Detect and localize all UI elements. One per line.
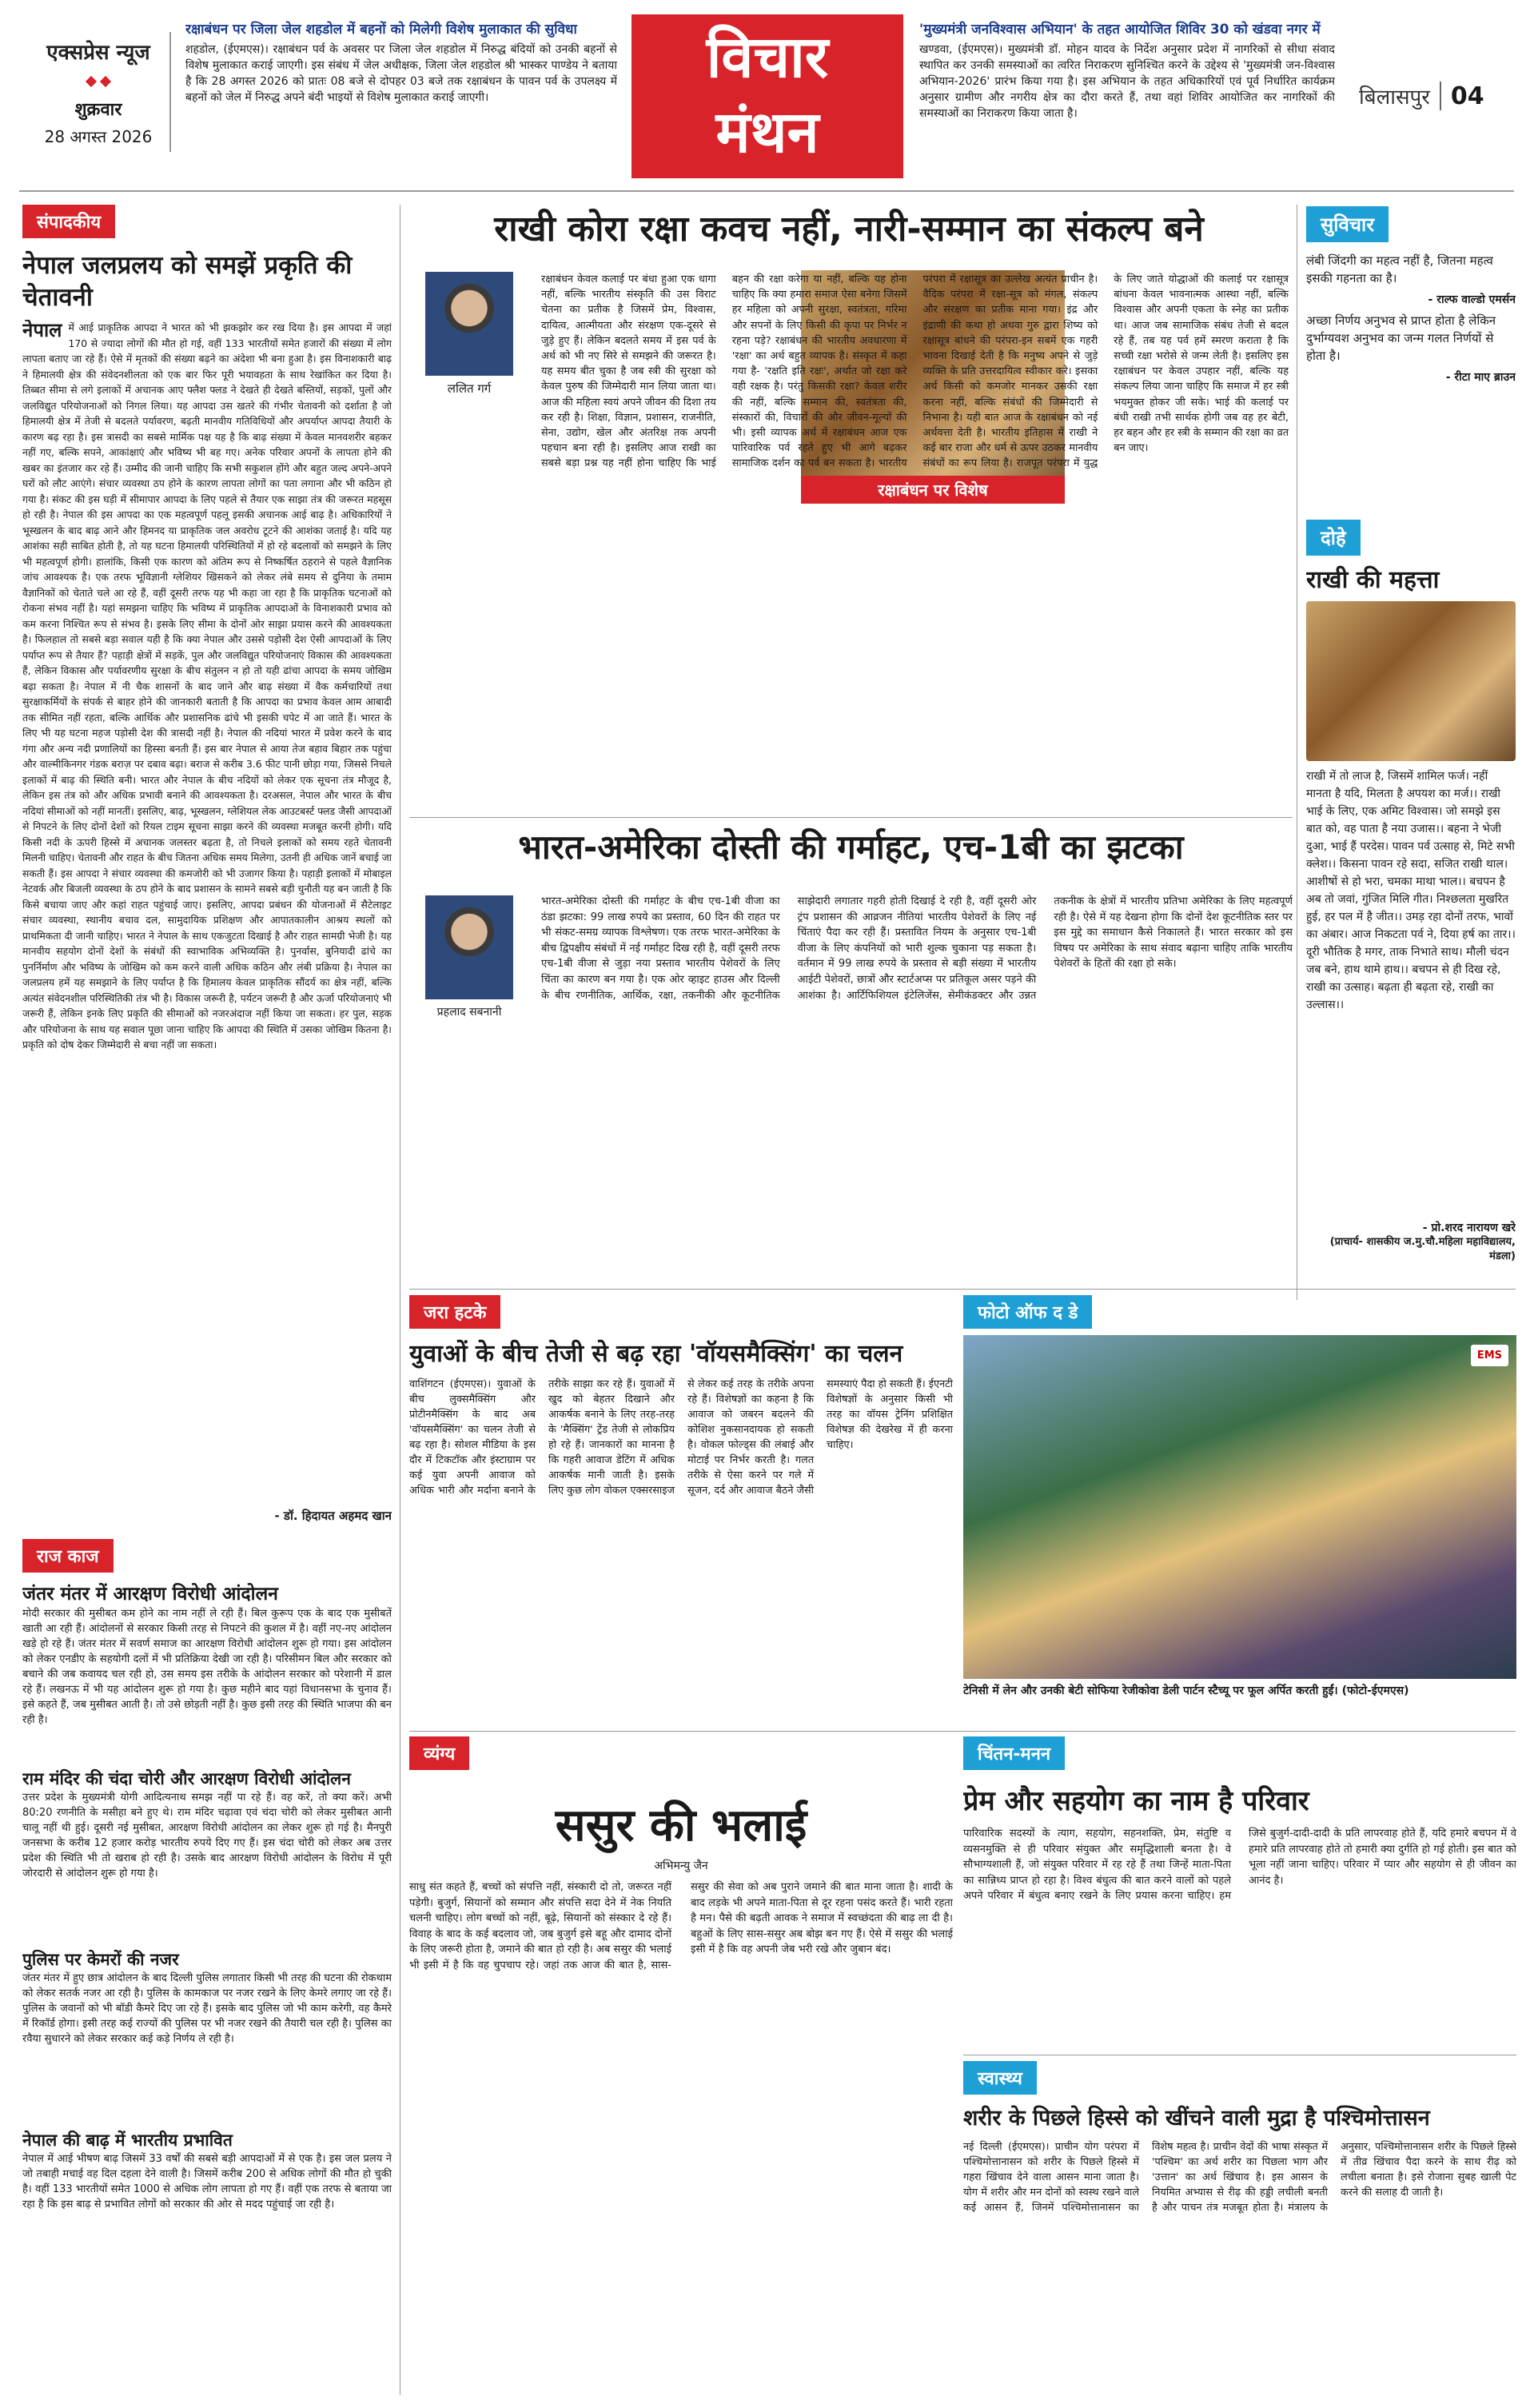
- raj-kaj-tag: राज काज: [22, 1539, 114, 1573]
- page-meta: [1359, 72, 1519, 120]
- editorial-section: [22, 205, 392, 1528]
- health-body: नई दिल्ली (ईएमएस)। प्राचीन योग परंपरा में पश्चिमोत्तानासन को शरीर के पिछले हिस्से में गहरा खिंचाव देने वाला आसन माना जाता है। योग में शरीर और मन दोनों को स्वस्थ रखने वाले कई आसन हैं, जिनमें पश्चिमोत्तानासन का विशेष महत्व है। प्राचीन वेदों की भाषा संस्कृत में 'पश्चिम' का अर्थ शरीर का पिछला भाग और 'उत्तान' का अर्थ खिंचाव है। इस आसन के नियमित अभ्यास से रीढ़ की हड्डी लचीली बनती है और पाचन तंत्र मजबूत होता है। मंत्रालय के अनुसार, पश्चिमोत्तानासन शरीर के पिछले हिस्से में तीव्र खिंचाव पैदा करने के साथ रीढ़ को लचीला बनाता है। इसे रोजाना सुबह खाली पेट करने की सलाह दी जाती है।: [963, 2141, 1516, 2214]
- masthead: [0, 0, 1534, 200]
- raj-kaj-item: [22, 1948, 392, 2123]
- chintan-headline: प्रेम और सहयोग का नाम है परिवार: [963, 1785, 1309, 1817]
- quote-2: अच्छा निर्णय अनुभव से प्राप्त होता है लेकिन दुर्भाग्यवश अनुभव का जन्म गलत निर्णयों से होता है।: [1306, 313, 1496, 363]
- quote-2-author: - रीटा माए ब्राउन: [1445, 371, 1516, 384]
- dohe-section: [1306, 520, 1516, 1303]
- raj-kaj-item-headline: राम मंदिर की चंदा चोरी और आरक्षण विरोधी आंदोलन: [22, 1769, 351, 1788]
- issue-day: शुक्रवार: [74, 100, 122, 120]
- quote-1-author: - राल्फ वाल्डो एमर्सन: [1428, 293, 1516, 306]
- masthead-left-box: [27, 32, 171, 152]
- raj-kaj-item-body: जंतर मंतर में हुए छात्र आंदोलन के बाद दिल्ली पुलिस लगातार किसी भी तरह की घटना की रोकथाम को लेकर सतर्क नजर आ रही है। पुलिस के कामकाज पर नजर रखने के लिए केमरे लगाए जा रहे हैं। पुलिस के जवानों को भी बॉडी कैमरे दिए जा रहे हैं। इसके बाद पुलिस जो भी काम करेगी, वह कैमरे में रिकॉर्ड होगा। इसी तरह कई राज्यों की पुलिस पर भी नजर रखने की तैयारी चल रही है। पुलिस का रवैया सुधारने को लेकर सरकार कई कड़े निर्णय ले रही है।: [22, 1972, 392, 2045]
- india-us-headline: भारत-अमेरिका दोस्ती की गर्माहट, एच-1बी का झटका: [518, 827, 1184, 867]
- lead-author-block: [409, 272, 529, 408]
- raj-kaj-item-body: मोदी सरकार की मुसीबत कम होने का नाम नहीं ले रही हैं। बिल कुरूप एक के बाद एक मुसीबतें खाती आ रही हैं। आंदोलनों से सरकार किसी तरह से निपटने की कुशल में है। वहीं नए-नए आंदोलन खड़े हो रहे हैं। जंतर मंतर में सवर्ण समाज का आरक्षण विरोधी आंदोलन शुरू हो गया। इस आंदोलन को लेकर एनडीए के सहयोगी दलों में भी प्रतिक्रिया देखी जा रही है। परिसीमन बिल और सरकार को बचाने की जब कवायद चल रही हो, उस समय इस तरीके के आंदोलन सरकार को परेशानी में डाल रहे हैं। लखनऊ में भी यह आंदोलन शुरू हो गया है। कुछ महीने बाद यहां विधानसभा के चुनाव हैं। इसे कहते हैं, जब मुसीबत आती है। तो उसे छोड़ती नहीं है। कुछ इसी तरह की स्थिति भाजपा की बन रही है।: [22, 1608, 392, 1726]
- editorial-dateline: नेपाल: [22, 320, 62, 341]
- raj-kaj-item: [22, 2129, 392, 2243]
- raj-kaj-section: [22, 1539, 392, 2398]
- dohe-affiliation: (प्राचार्य- शासकीय ज.मु.चौ.महिला महाविद्यालय, मंडला): [1329, 1236, 1516, 1262]
- photo-caption: टेनिसी में लेन और उनकी बेटी सोफिया रेजीकोवा डेली पार्टन स्टैच्यू पर फूल अर्पित करती हुईं। (फोटो-ईएमएस): [963, 1684, 1409, 1697]
- chintan-body: पारिवारिक सदस्यों के त्याग, सहयोग, सहनशक्ति, प्रेम, संतुष्टि व व्यसनमुक्ति से ही परिवार संयुक्त और समृद्धिशाली बनता है। वे सौभाग्यशाली हैं, जो संयुक्त परिवार में रह रहे हैं तथा जिन्हें माता-पिता का सान्निध्य प्राप्त हो रहा है। विश्व बंधुत्व की बात करने वालों को पहले अपने परिवार में बंधुत्व बनाए रखने के लिए प्रयास करना चाहिए। हम जिसे बुजुर्ग-दादी-दादी के प्रति लापरवाह होते हैं, यदि हमारे बचपन में वे हमारे प्रति लापरवाह होते तो हमारी क्या दुर्गति हो गई होती। इस बात को भूला नहीं जाना चाहिए। परिवार में प्यार और सहयोग से ही जीवन का आनंद है।: [963, 1828, 1516, 1902]
- health-headline: शरीर के पिछले हिस्से को खींचने वाली मुद्रा है पश्चिमोत्तासन: [963, 2106, 1430, 2131]
- lead-article: [409, 206, 1289, 807]
- satire-tag: व्यंग्य: [409, 1736, 469, 1770]
- rakhi-plate-photo: [1306, 601, 1516, 761]
- author-photo: [425, 895, 513, 999]
- youth-body: वाशिंगटन (ईएमएस)। युवाओं के बीच लुक्समैक्सिंग और प्रोटीनमैक्सिंग के बाद अब 'वॉयसमैक्सिंग' का चलन तेजी से बढ़ रहा है। सोशल मीडिया के इस दौर में टिकटॉक और इंस्टाग्राम पर कई युवा अपनी आवाज को अधिक भारी और मर्दाना बनाने के तरीके साझा कर रहे हैं। युवाओं में खुद को बेहतर दिखाने और आकर्षक बनाने के लिए तरह-तरह के 'मैक्सिंग' ट्रेंड तेजी से लोकप्रिय हो रहे हैं। जानकारों का मानना है कि गहरी आवाज डेटिंग में अधिक आकर्षक मानी जाती है। इसके लिए कुछ लोग वोकल एक्सरसाइज से लेकर कई तरह के तरीके अपना रहे हैं। विशेषज्ञों का कहना है कि आवाज को जबरन बदलने की कोशिश नुकसानदायक हो सकती है। वोकल फोल्ड्स की लंबाई और मोटाई पर निर्भर करती है। गलत तरीके से ऐसा करने पर गले में सूजन, दर्द और आवाज बैठने जैसी समस्याएं पैदा हो सकती हैं। ईएनटी विशेषज्ञों के अनुसार किसी भी तरह का वॉयस ट्रेनिंग प्रशिक्षित विशेषज्ञ की देखरेख में ही करना चाहिए।: [409, 1378, 953, 1497]
- lead-headline: राखी कोरा रक्षा कवच नहीं, नारी-सम्मान का संकल्प बने: [494, 209, 1204, 249]
- dohe-author: - प्रो.शरद नारायण खरे: [1422, 1222, 1516, 1234]
- top-news-left-headline: रक्षाबंधन पर जिला जेल शहडोल में बहनों को मिलेगी विशेष मुलाकात की सुविधा: [185, 22, 577, 38]
- india-us-body: भारत-अमेरिका दोस्ती की गर्माहट के बीच एच-1बी वीजा का ठंडा झटका: 99 लाख रुपये का प्रस्ताव, 60 दिन की राहत पर भी संकट-समग्र व्यापक विश्लेषण। एक तरफ भारत-अमेरिका के बीच द्विपक्षीय संबंधों में नई गर्माहट दिख रही है, वहीं दूसरी तरफ एच-1बी वीजा से जुड़ा नया प्रस्ताव भारतीय पेशेवरों के लिए चिंता का कारण बन गया है। एक ओर व्हाइट हाउस और दिल्ली के बीच रणनीतिक, आर्थिक, रक्षा, तकनीकी और कूटनीतिक साझेदारी लगातार गहरी होती दिखाई दे रही है, वहीं दूसरी ओर ट्रंप प्रशासन की आव्रजन नीतियां भारतीय पेशेवरों के लिए नई चिंताएं पैदा कर रही हैं। प्रस्तावित नियम के अनुसार एच-1बी वीजा के लिए कंपनियों को भारी शुल्क चुकाना पड़ सकता है। वर्तमान में 99 लाख रुपये के प्रस्ताव से बड़ी संख्या में भारतीय आईटी पेशेवरों, छात्रों और स्टार्टअप्स पर प्रतिकूल असर पड़ने की आशंका है। आर्टिफिशियल इंटेलिजेंस, सेमीकंडक्टर और उन्नत तकनीक के क्षेत्रों में भारतीय प्रतिभा अमेरिका के लिए महत्वपूर्ण रही है। ऐसे में यह देखना होगा कि दोनों देश कूटनीतिक स्तर पर इस मुद्दे का समाधान कैसे निकालते हैं। भारत सरकार को इस विषय पर अमेरिका के साथ संवाद बढ़ाना चाहिए ताकि भारतीय पेशेवरों के हितों की रक्षा हो सके।: [541, 895, 1293, 1002]
- health-tag: स्वास्थ्य: [963, 2061, 1037, 2095]
- raj-kaj-item-headline: नेपाल की बाढ़ में भारतीय प्रभावित: [22, 2131, 233, 2150]
- memorial-photo: [963, 1335, 1516, 1679]
- satire-headline: ससुर की भलाई: [555, 1800, 807, 1852]
- section-title-block: [632, 14, 903, 178]
- editorial-tag: संपादकीय: [22, 205, 115, 238]
- lead-photo-caption: रक्षाबंधन पर विशेष: [801, 476, 1065, 504]
- satire-article: [409, 1736, 953, 2400]
- top-news-right-headline: 'मुख्यमंत्री जनविश्वास अभियान' के तहत आयोजित शिविर 30 को खंडवा नगर में: [919, 22, 1321, 38]
- raj-kaj-item-headline: जंतर मंतर में आरक्षण विरोधी आंदोलन: [22, 1584, 278, 1605]
- page-number: 04: [1450, 82, 1484, 110]
- ems-badge: EMS: [1471, 1345, 1508, 1366]
- youth-headline: युवाओं के बीच तेजी से बढ़ रहा 'वॉयसमैक्सिंग' का चलन: [409, 1340, 903, 1368]
- city-name: बिलासपुर: [1359, 86, 1430, 110]
- issue-date: 28 अगस्त 2026: [44, 127, 153, 146]
- satire-body: साधु संत कहते हैं, बच्चों को संपत्ति नहीं, संस्कारी दो तो, जरूरत नहीं पड़ेगी। बुजुर्ग, सियानों को सम्मान और संपत्ति सदा देने में नेक नियति चलनी चाहिए। लोग बच्चों को नहीं, बूढ़े, सियानों को संस्कार दे रहे हैं। विवाह के बाद के कई बदलाव जो, जब बुजुर्ग इसे बहू और दामाद दोनों के लिए जरूरी होता है, जमाने की बात हो रही है। अब ससुर की भलाई भी इसी में है कि वह चुपचाप रहे। जहां तक आज की बात है, सास-ससुर की सेवा को अब पुराने जमाने की बात माना जाता है। शादी के बाद लड़के भी अपने माता-पिता से दूर रहना पसंद करते हैं। भारी रहता है मन। पैसे की बढ़ती आवक ने समाज में स्वच्छंदता की बाढ़ ला दी है। बहुओं के लिए सास-ससुर अब बोझ बन गए हैं। ऐसे में ससुर की भलाई इसी में है कि वह अपनी जेब भरी रखे और जुबान बंद।: [409, 1881, 953, 1971]
- dohe-title: राखी की महत्ता: [1306, 566, 1440, 594]
- suvichar-section: [1306, 206, 1516, 510]
- ornament-icon: [27, 74, 169, 89]
- chintan-article: [963, 1736, 1516, 2048]
- lead-body: रक्षाबंधन केवल कलाई पर बंधा हुआ एक धागा नहीं, बल्कि भारतीय संस्कृति की उस विराट चेतना का प्रतीक है जिसमें प्रेम, विश्वास, दायित्व, आत्मीयता और संरक्षण एक-दूसरे से जुड़े हुए हैं। लेकिन बदलते समय में इस पर्व के अर्थ को भी नए सिरे से समझने की जरूरत है। यह समय बीत चुका है जब स्त्री की सुरक्षा को केवल पुरुष की जिम्मेदारी मान लिया जाता था। आज की महिला स्वयं अपने जीवन की दिशा तय कर रही है। शिक्षा, विज्ञान, प्रशासन, राजनीति, सेना, उद्योग, खेल और अंतरिक्ष तक अपनी पहचान बना रही है। इसलिए आज राखी का सबसे बड़ा प्रश्न यह नहीं होना चाहिए कि भाई बहन की रक्षा करेगा या नहीं, बल्कि यह होना चाहिए कि क्या हमारा समाज ऐसा बनेगा जिसमें हर महिला को अपनी सुरक्षा, स्वतंत्रता, गरिमा और सपनों के लिए किसी की कृपा पर निर्भर न रहना पड़े? रक्षाबंधन की भारतीय अवधारणा में 'रक्षा' का अर्थ बहुत व्यापक है। संस्कृत में कहा गया है- 'रक्षति इति रक्षः', अर्थात जो रक्षा करे वही रक्षक है। परंतु किसकी रक्षा? केवल शरीर की नहीं, बल्कि सम्मान की, स्वतंत्रता की, संस्कारों की, विचारों की और जीवन-मूल्यों की भी। इसी व्यापक अर्थ में रक्षाबंधन आज एक पारिवारिक पर्व रहते हुए भी आगे बढ़कर सामाजिक दर्शन का पर्व बन सकता है। भारतीय परंपरा में रक्षासूत्र का उल्लेख अत्यंत प्राचीन है। वैदिक परंपरा में रक्षा-सूत्र को मंगल, संकल्प और संरक्षण का प्रतीक माना गया। इंद्र और इंद्राणी की कथा हो अथवा गुरु द्वारा शिष्य को रक्षासूत्र बांधने की परंपरा-इन सबमें एक गहरी भावना दिखाई देती है कि मनुष्य अपने से जुड़े व्यक्ति के प्रति उत्तरदायित्व स्वीकार करे। इसका अर्थ किसी को कमजोर मानकर उसकी रक्षा करना नहीं, बल्कि संबंधों की जिम्मेदारी से निभाना है। यही बात आज के रक्षाबंधन को नई अर्थवत्ता देती है। भारतीय इतिहास में राखी ने कई बार राजा और धर्म से ऊपर उठकर मानवीय संबंधों का रूप लिया है। राजपूत परंपरा में युद्ध के लिए जाते योद्धाओं की कलाई पर रक्षासूत्र बांधना केवल भावनात्मक आस्था नहीं, बल्कि विश्वास और अपनी एकता के स्नेह का प्रतीक था। आज जब सामाजिक संबंध तेजी से बदल रहे हैं, तब यह पर्व हमें स्मरण कराता है कि सच्ची रक्षा भरोसे से जन्म लेती है। इसलिए इस रक्षाबंधन पर केवल उपहार नहीं, बल्कि यह संकल्प लिया जाना चाहिए कि समाज में हर स्त्री भयमुक्त होकर जी सके। भाई की कलाई पर बंधी राखी तभी सार्थक होगी जब वह हर बेटी, हर बहन और हर स्त्री के सम्मान की रक्षा का व्रत बन जाए।: [541, 273, 1289, 470]
- photo-of-day: [963, 1295, 1516, 1715]
- top-news-right-body: खण्डवा, (ईएमएस)। मुख्यमंत्री डॉ. मोहन यादव के निर्देश अनुसार प्रदेश में नागरिकों से सीधा संवाद स्थापित कर उनकी समस्याओं का त्वरित निराकरण सुनिश्चित करने के उद्देश्य से 'मुख्यमंत्री जन-विश्वास अभियान-2026' प्रारंभ किया गया है। इस अभियान के तहत अधिकारियों एवं पूर्व निर्धारित कार्यक्रम अनुसार ग्रामीण और नगरीय क्षेत्र का दौरा करते हैं, तथा वहां शिविर आयोजित कर नागरिकों की समस्याओं का निराकरण किया जाता है।: [919, 43, 1335, 120]
- raj-kaj-item-headline: पुलिस पर केमरों की नजर: [22, 1950, 179, 1969]
- section-title-line1: विचार: [706, 23, 829, 90]
- editorial-author: - डॉ. हिदायत अहमद खान: [274, 1509, 392, 1523]
- dohe-verses: राखी में तो लाज है, जिसमें शामिल फर्ज। नहीं मानता है यदि, मिलता है अपयश का मर्ज।। राखी भाई के लिए, एक अमिट विश्वास। जो समझे इस बात को, वह पाता है नया उजास।। बहना ने भेजी दुआ, भाई हैं परदेस। पावन पर्व उत्साह से, मिटे सभी क्लेश।। किसना पावन रहे सदा, सजित राखी थाल। आशीषों से हो भरा, चमका माथा भाल।। बचपन है अब तो जवां, गुंजित मिलि गीत। निश्छलता मुखरित हुई, हर पल में है जीत।। उमड़ रहा दोनों तरफ, भावों का अंबार। आज निकटता पर्व ने, दिया हर्ष का तार।। दूरी भौतिक है मगर, ताक निभाते साथ। मौली चंदन जब बने, हाथ थामे हाथ।। बचपन से ही दिख रहे, राखी का उत्साह। बढ़ता ही बढ़ता रहे, राखी का उल्लास।।: [1306, 770, 1516, 1011]
- india-us-author: प्रहलाद सबनानी: [436, 1006, 502, 1019]
- section-title-line2: मंथन: [715, 98, 819, 165]
- lead-author: ललित गर्ग: [447, 381, 492, 396]
- top-news-right: [919, 21, 1335, 181]
- editorial-body: नेपाल में आई प्राकृतिक आपदा ने भारत को भी झकझोर कर रख दिया है। इस आपदा में जहां 170 से ज्यादा लोगों की मौत हो गई, वहीं 133 भारतीयों समेत हजारों की संख्या में लोग लापता बताए जा रहे हैं। ऐसे में मृतकों की संख्या बढ़ने का अंदेशा भी बना हुआ है। इस विनाशकारी बाढ़ ने हिमालयी क्षेत्र की संवेदनशीलता को एक बार फिर पूरी भयावहता के साथ रेखांकित कर दिया है। तिब्बत सीमा से लगे इलाकों में अचानक आए फ्लैश फ्लड ने देखते ही देखते बस्तियों, सड़कों, पुलों और जलविद्युत परियोजनाओं को निगल लिया। यह आपदा उस खतरे की गंभीर चेतावनी को दर्शाता है जो हिमालयी क्षेत्र में तेजी से बदलते पर्यावरण, बढ़ती मानवीय गतिविधियों और अपर्याप्त आपदा तैयारी के कारण बढ़ रहा है। इस त्रासदी का सबसे मार्मिक पक्ष यह है कि बाढ़ संख्या में केवल मानवशरीर बहकर नहीं गए, बल्कि सपने, आकांक्षाएं और भविष्य भी बह गए। अनेक परिवार अपनों के लापता होने की खबर का इंतजार कर रहे हैं। उम्मीद की जानी चाहिए कि सभी सकुशल होंगे और बहुत जल्द अपने-अपने घरों को लौट आएंगे। संचार व्यवस्था ठप होने के कारण लापता लोगों का पता लगाना और भी कठिन हो गया है। संकट की इस घड़ी में सीमापार आपदा के लिए पहले से तैयार एक साझा तंत्र की जरूरत महसूस हो रही है। नेपाल की इस आपदा का एक महत्वपूर्ण पहलू इसकी अचानक आई बाढ़ है। अधिकारियों ने भूस्खलन के बाद बाढ़ आने और हिमनद या प्राकृतिक जल अवरोध टूटने की आशंका जताई है। यदि यह आशंका सही साबित होती है, तो यह घटना हिमालयी परिस्थितियों में हो रहे बदलावों को समझने के लिए भी महत्वपूर्ण होगी। हालांकि, किसी एक कारण को अंतिम रूप से निष्कर्षित ठहराने से पहले वैज्ञानिक जांच आवश्यक है। एक तरफ भूविज्ञानी ग्लेशियर खिसकने को लेकर लंबे समय से दुनिया के तमाम वैज्ञानिकों को चेताते चले आ रहे हैं, वहीं दूसरी तरफ यह भी कहा जा रहा है कि प्राकृतिक घटनाओं को रोकना संभव नहीं है। यहां समझना चाहिए कि भविष्य में प्राकृतिक आपदाओं के विनाशकारी प्रभाव को कम करना निश्चित रूप से संभव है। इसके लिए सीमा के दोनों ओर साझा प्रयास करने की आवश्यकता है। फिलहाल तो सबसे बड़ा सवाल यही है कि क्या नेपाल और उससे पड़ोसी देश ऐसी आपदाओं के लिए पर्याप्त रूप से तैयार हैं? पहाड़ी क्षेत्रों में सड़कें, पुल और जलविद्युत परियोजनाएं विकास की आवश्यकता हैं, लेकिन विकास और पर्यावरणीय सुरक्षा के बीच संतुलन न हो तो यही ढांचा आपदा के समय जोखिम बढ़ा सकता है। नेपाल में नी चैक शासनों के बाद जाने और बाढ़ संख्या में वैक कर्मचारियों तथा सुरक्षाकर्मियों के संपर्क से बाहर होने की जानकारी बताती है कि आपदा का प्रभाव केवल आम आबादी तक सीमित नहीं रहता, बल्कि आर्थिक और प्रशासनिक ढांचे भी इसकी चपेट में आ जाते हैं। भारत के लिए भी यह घटना महज पड़ोसी देश की त्रासदी नहीं है। नेपाल की नदियां भारत में प्रवेश करने के बाद गंगा और अन्य नदी प्रणालियों का हिस्सा बनती हैं। इस बार नेपाल से आया तेज बहाव बिहार तक पहुंचा और वाल्मीकिनगर गंडक बराज़ पर दबाव बढ़ा। बराज से करीब 3.6 फीट पानी छोड़ा गया, जिससे निचले इलाकों में बाढ़ की स्थिति बनी। भारत और नेपाल के बीच नदियों को लेकर एक सूचना तंत्र मौजूद है, लेकिन इस तंत्र को और अधिक प्रभावी बनाने की आवश्यकता है। दरअसल, नेपाल और भारत के बीच नदियां सीमाओं को नहीं मानतीं। इसलिए, बाढ़, भूस्खलन, ग्लेशियल लेक आउटबर्स्ट फ्लड जैसी आपदाओं से निपटने के लिए दोनों देशों को रियल टाइम सूचना साझा करने की व्यवस्था मजबूत करनी होगी। यदि किसी नदी के ऊपरी हिस्से में अचानक जलस्तर बढ़ता है, तो निचले इलाकों को समय रहते चेतावनी मिलनी चाहिए। चेतावनी और राहत के बीच जितना अधिक समय मिलेगा, उतनी ही अधिक जानें बचाई जा सकती हैं। इस आपदा ने संचार व्यवस्था की कमजोरी को भी उजागर किया है। पहाड़ी इलाकों में मोबाइल नेटवर्क और बिजली व्यवस्था के ठप होने के बाद प्रशासन के सामने सबसे बड़ी चुनौती यह बन जाती है कि किसे बचाया जाए और कहां राहत पहुंचाई जाए। इसलिए, आपदा प्रबंधन की योजनाओं में सैटेलाइट संचार व्यवस्था, स्थानीय बचाव दल, सामुदायिक प्रशिक्षण और आपातकालीन आश्रय स्थलों को प्राथमिकता दी जानी चाहिए। भारत ने नेपाल के साथ एकजुटता दिखाई है और राहत सामग्री भेजी है। यह मानवीय सहयोग दोनों देशों के संबंधों की स्वाभाविक अभिव्यक्ति है। पुनर्वास, बुनियादी ढांचे का पुनर्निर्माण और भविष्य के जोखिम को कम करने वाली अधिक कठिन और लंबी प्रक्रिया है। नेपाल का जलप्रलय हमें यह समझाने के लिए पर्याप्त है कि हिमालय केवल प्राकृतिक सौंदर्य का क्षेत्र नहीं, बल्कि अत्यंत संवेदनशील परिस्थितिकी तंत्र भी है। विकास जरूरी है, पर्यटन जरूरी है और ऊर्जा परियोजनाएं भी जरूरी हैं, लेकिन इनके लिए प्रकृति की सीमाओं को नजरअंदाज नहीं किया जा सकता। हर पुल, सड़क और परियोजना के साथ यह सवाल पूछा जाना चाहिए कि आपदा की स्थिति में उसका जोखिम कितना है। प्रकृति को दोष देकर जिम्मेदारी से बचा नहीं जा सकता।: [22, 320, 392, 1051]
- chintan-tag: चिंतन-मनन: [963, 1736, 1065, 1770]
- author-photo: [425, 272, 513, 376]
- top-news-left: [185, 21, 617, 181]
- quote-1: लंबी जिंदगी का महत्व नहीं है, जितना महत्व इसकी गहनता का है।: [1306, 253, 1493, 285]
- raj-kaj-item: [22, 1768, 392, 1942]
- india-us-article: [409, 823, 1293, 1283]
- india-us-author-block: [409, 895, 529, 1031]
- suvichar-tag: सुविचार: [1306, 206, 1389, 242]
- health-article: [963, 2061, 1516, 2401]
- youth-article: [409, 1295, 953, 1727]
- raj-kaj-item-body: नेपाल में आई भीषण बाढ़ जिसमें 33 वर्षों की सबसे बड़ी आपदाओं में से एक है। इस जल प्रलय ने जो तबाही मचाई वह दिल दहला देने वाली है। जिसमें करीब 200 से अधिक लोगों की मौत हो चुकी है। वहीं 133 भारतीयों समेत 1000 से अधिक लोग लापता हो गए हैं। वहीं एक तरफ से बताया जा रहा है कि इस बाढ़ से प्रभावित लोगों को सरकार की ओर से मदद पहुंचाई जा रही है।: [22, 2153, 392, 2211]
- raj-kaj-item: [22, 1582, 392, 1761]
- raj-kaj-item-body: उत्तर प्रदेश के मुख्यमंत्री योगी आदित्यनाथ समझ नहीं पा रहे हैं। वह करें, तो क्या करें। अभी 80:20 रणनीति के मसीहा बने हुए थे। राम मंदिर चढ़ावा एवं चंदा चोरी को लेकर मुसीबत आनी चालू नहीं थी हुई। दूसरी नई मुसीबत, आरक्षण विरोधी आंदोलन का लेकर शुरू हो गई है। मैनपुरी जनसभा के करीब 12 हजार करोड़ भारतीय रुपये दिए गए हैं। इस चंदा चोरी को लेकर अब उत्तर प्रदेश की स्थिति भी तो खराब हो रही है। उसके बाद आरक्षण विरोधी आंदोलन के विरोध में पूरी जोरदारी से आंदोलन शुरू हो गया है।: [22, 1792, 392, 1880]
- editorial-headline: नेपाल जलप्रलय को समझें प्रकृति की चेतावनी: [22, 251, 353, 312]
- youth-tag: जरा हटके: [409, 1295, 500, 1329]
- top-news-left-body: शहडोल, (ईएमएस)। रक्षाबंधन पर्व के अवसर पर जिला जेल शहडोल में निरुद्ध बंदियों को उनकी बहनों से विशेष मुलाकात कराई जाएगी। इस संबंध में जेल अधीक्षक, जिला जेल शहडोल श्री भास्कर पाण्डेय ने बताया है कि 28 अगस्त 2026 को प्रातः 08 बजे से दोपहर 03 बजे तक रक्षाबंधन के पावन पर्व के उपलक्ष्य में बहनों को जेल में निरुद्ध अपने बंदी भाइयों से विशेष मुलाकात कराई जाएगी।: [185, 43, 617, 104]
- satire-author: अभिमन्यु जैन: [654, 1860, 708, 1872]
- paper-name: एक्सप्रेस न्यूज: [46, 41, 150, 65]
- dohe-tag: दोहे: [1306, 520, 1361, 556]
- photo-of-day-tag: फोटो ऑफ द डे: [963, 1295, 1092, 1329]
